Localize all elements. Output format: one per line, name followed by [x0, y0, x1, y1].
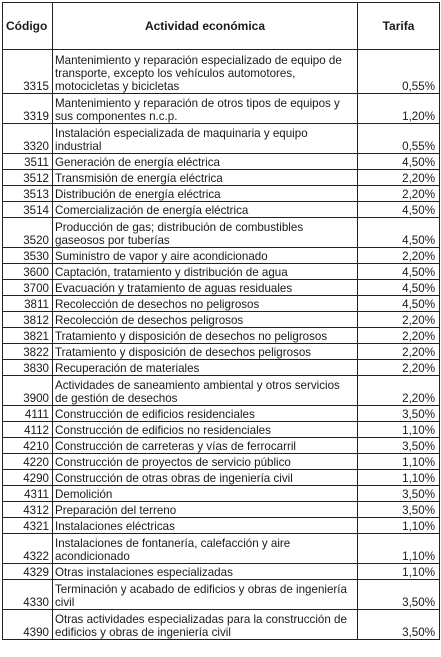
table-row	[3, 170, 440, 186]
table-row	[3, 502, 440, 518]
cell-rate: 4,50%	[358, 218, 440, 248]
cell-code: 3812	[3, 312, 53, 328]
cell-activity: Construcción de edificios no residenciales	[53, 422, 358, 438]
cell-activity: Construcción de otras obras de ingeniería civil	[53, 470, 358, 486]
cell-rate: 0,55%	[358, 50, 440, 94]
cell-activity: Instalación especializada de maquinaria y equipo industrial	[53, 124, 358, 154]
tariff-table	[2, 2, 440, 640]
table-row	[3, 454, 440, 470]
cell-rate: 3,50%	[358, 580, 440, 610]
cell-activity: Suministro de vapor y aire acondicionado	[53, 248, 358, 264]
cell-code: 4311	[3, 486, 53, 502]
table-row	[3, 264, 440, 280]
cell-rate: 3,50%	[358, 502, 440, 518]
table-row	[3, 422, 440, 438]
cell-activity: Construcción de edificios residenciales	[53, 406, 358, 422]
table-row	[3, 344, 440, 360]
cell-rate: 2,20%	[358, 312, 440, 328]
table-row	[3, 296, 440, 312]
cell-activity: Generación de energía eléctrica	[53, 154, 358, 170]
cell-activity: Preparación del terreno	[53, 502, 358, 518]
cell-code: 3512	[3, 170, 53, 186]
header-code: Código	[3, 3, 53, 50]
cell-code: 3811	[3, 296, 53, 312]
table-row	[3, 186, 440, 202]
cell-code: 3315	[3, 50, 53, 94]
cell-activity: Actividades de saneamiento ambiental y otros servicios de gestión de desechos	[53, 376, 358, 406]
cell-rate: 2,20%	[358, 360, 440, 376]
table-row	[3, 580, 440, 610]
cell-rate: 4,50%	[358, 296, 440, 312]
table-row	[3, 124, 440, 154]
cell-code: 3530	[3, 248, 53, 264]
cell-code: 4220	[3, 454, 53, 470]
cell-activity: Tratamiento y disposición de desechos no peligrosos	[53, 328, 358, 344]
cell-code: 3513	[3, 186, 53, 202]
table-row	[3, 564, 440, 580]
cell-activity: Instalaciones eléctricas	[53, 518, 358, 534]
cell-code: 4321	[3, 518, 53, 534]
cell-code: 4312	[3, 502, 53, 518]
cell-activity: Construcción de carreteras y vías de ferrocarril	[53, 438, 358, 454]
cell-activity: Construcción de proyectos de servicio público	[53, 454, 358, 470]
cell-activity: Comercialización de energía eléctrica	[53, 202, 358, 218]
table-row	[3, 534, 440, 564]
table-row	[3, 518, 440, 534]
cell-code: 3319	[3, 94, 53, 124]
header-activity: Actividad económica	[53, 3, 358, 50]
cell-code: 4322	[3, 534, 53, 564]
table-row	[3, 406, 440, 422]
cell-code: 3520	[3, 218, 53, 248]
cell-activity: Recolección de desechos peligrosos	[53, 312, 358, 328]
cell-rate: 3,50%	[358, 406, 440, 422]
cell-rate: 4,50%	[358, 264, 440, 280]
cell-activity: Demolición	[53, 486, 358, 502]
cell-code: 3511	[3, 154, 53, 170]
cell-rate: 2,20%	[358, 186, 440, 202]
cell-code: 4330	[3, 580, 53, 610]
cell-rate: 3,50%	[358, 610, 440, 640]
cell-activity: Otras actividades especializadas para la construcción de edificios y obras de ingeniería civil	[53, 610, 358, 640]
cell-rate: 1,10%	[358, 564, 440, 580]
cell-activity: Evacuación y tratamiento de aguas residuales	[53, 280, 358, 296]
cell-activity: Terminación y acabado de edificios y obras de ingeniería civil	[53, 580, 358, 610]
table-header	[3, 3, 440, 50]
cell-rate: 3,50%	[358, 438, 440, 454]
cell-rate: 4,50%	[358, 154, 440, 170]
table-row	[3, 248, 440, 264]
table-row	[3, 328, 440, 344]
cell-rate: 2,20%	[358, 328, 440, 344]
cell-rate: 1,10%	[358, 534, 440, 564]
cell-code: 3830	[3, 360, 53, 376]
table-row	[3, 376, 440, 406]
cell-activity: Instalaciones de fontanería, calefacción y aire acondicionado	[53, 534, 358, 564]
cell-rate: 2,20%	[358, 376, 440, 406]
table-row	[3, 610, 440, 640]
table-row	[3, 94, 440, 124]
cell-rate: 1,10%	[358, 518, 440, 534]
cell-activity: Tratamiento y disposición de desechos peligrosos	[53, 344, 358, 360]
cell-code: 3821	[3, 328, 53, 344]
table-row	[3, 202, 440, 218]
table-row	[3, 470, 440, 486]
cell-code: 4390	[3, 610, 53, 640]
table-row	[3, 218, 440, 248]
cell-rate: 4,50%	[358, 202, 440, 218]
table-row	[3, 50, 440, 94]
cell-rate: 1,10%	[358, 454, 440, 470]
table-row	[3, 154, 440, 170]
cell-activity: Otras instalaciones especializadas	[53, 564, 358, 580]
table-row	[3, 360, 440, 376]
table-row	[3, 438, 440, 454]
cell-activity: Recolección de desechos no peligrosos	[53, 296, 358, 312]
table-row	[3, 280, 440, 296]
header-row	[3, 3, 440, 50]
cell-rate: 1,10%	[358, 422, 440, 438]
cell-code: 3600	[3, 264, 53, 280]
cell-activity: Distribución de energía eléctrica	[53, 186, 358, 202]
table-row	[3, 486, 440, 502]
cell-activity: Producción de gas; distribución de combustibles gaseosos por tuberías	[53, 218, 358, 248]
cell-activity: Mantenimiento y reparación especializado de equipo de transporte, excepto los vehículos automotores, motocicletas y bicicletas	[53, 50, 358, 94]
cell-activity: Mantenimiento y reparación de otros tipos de equipos y sus componentes n.c.p.	[53, 94, 358, 124]
cell-code: 4111	[3, 406, 53, 422]
cell-rate: 0,55%	[358, 124, 440, 154]
cell-code: 3320	[3, 124, 53, 154]
cell-code: 4112	[3, 422, 53, 438]
cell-activity: Recuperación de materiales	[53, 360, 358, 376]
cell-rate: 1,10%	[358, 470, 440, 486]
cell-activity: Captación, tratamiento y distribución de agua	[53, 264, 358, 280]
cell-rate: 3,50%	[358, 486, 440, 502]
header-rate: Tarifa	[358, 3, 440, 50]
cell-code: 3822	[3, 344, 53, 360]
cell-code: 3700	[3, 280, 53, 296]
table-body	[3, 50, 440, 640]
table-row	[3, 312, 440, 328]
cell-code: 4329	[3, 564, 53, 580]
cell-code: 4210	[3, 438, 53, 454]
cell-rate: 2,20%	[358, 170, 440, 186]
cell-rate: 4,50%	[358, 280, 440, 296]
cell-code: 4290	[3, 470, 53, 486]
cell-activity: Transmisión de energía eléctrica	[53, 170, 358, 186]
cell-rate: 2,20%	[358, 248, 440, 264]
cell-code: 3900	[3, 376, 53, 406]
cell-rate: 1,20%	[358, 94, 440, 124]
cell-code: 3514	[3, 202, 53, 218]
cell-rate: 2,20%	[358, 344, 440, 360]
